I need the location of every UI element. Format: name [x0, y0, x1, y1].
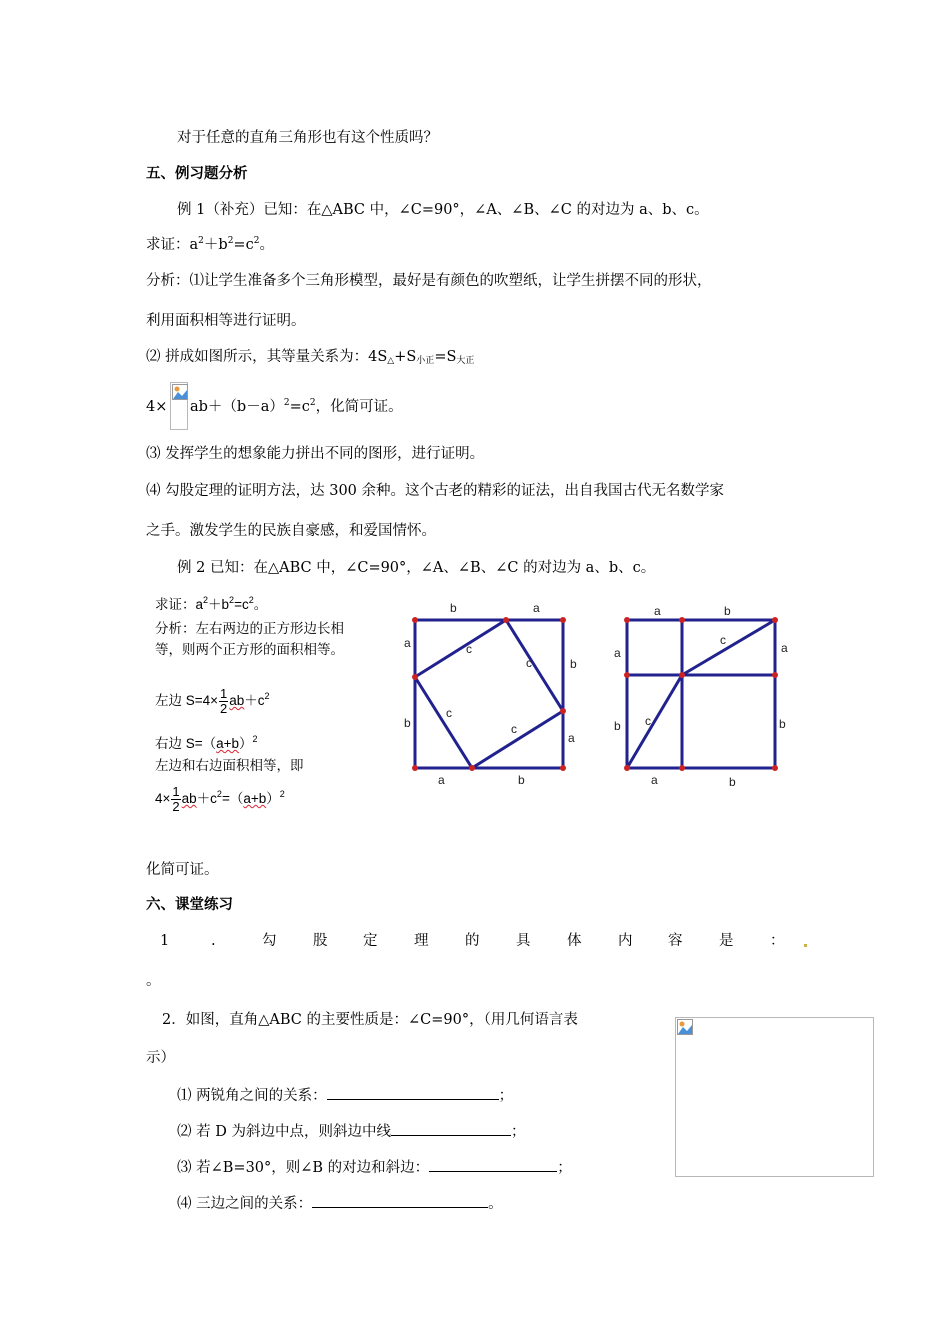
exercise-1-char: 的 — [465, 933, 480, 949]
exercise-1-char: 体 — [567, 933, 582, 949]
label-c: c — [720, 633, 726, 647]
exercise-1-char: 股 — [313, 933, 328, 949]
outer-square — [415, 620, 563, 768]
ex1-analysis-1: 分析：⑴让学生准备多个三角形模型，最好是有颜色的吹塑纸，让学生拼摆不同的形状， — [146, 273, 712, 289]
label-b: b — [614, 719, 621, 733]
exercise-2-line1: 2．如图，直角△ABC 的主要性质是：∠C=90°，（用几何语言表 — [162, 1012, 578, 1028]
label-c: c — [526, 656, 532, 670]
ex2-analysis-line2: 等，则两个正方形的面积相等。 — [155, 642, 344, 657]
label-a: a — [568, 731, 575, 745]
exercise-1-end: 。 — [146, 973, 161, 989]
exercise-2-item-2: ⑵ 若 D 为斜边中点，则斜边中线 ； — [177, 1121, 525, 1142]
section6-heading: 六、课堂练习 — [146, 897, 233, 913]
exercise-1-char: 具 — [516, 933, 531, 949]
ex1-analysis-1b: 利用面积相等进行证明。 — [146, 313, 306, 329]
intro-question: 对于任意的直角三角形也有这个性质吗？ — [177, 130, 438, 146]
exercise-1-char: 勾 — [262, 933, 277, 949]
ex2-analysis-line1: 分析：左右两边的正方形边长相 — [155, 621, 344, 636]
label-a: a — [438, 773, 445, 787]
ex2-conclusion: 化简可证。 — [146, 862, 219, 878]
label-b: b — [724, 604, 731, 618]
answer-blank-1[interactable] — [327, 1085, 499, 1100]
ex2-prove: 求证：$a^2+b^2=c^2$。 — [155, 595, 268, 612]
ex2-left-area: 左边 S=4× $\frac{1}{2}$ $ab+c^2$ — [155, 685, 270, 716]
ex2-equal-text: 左边和右边面积相等，即 — [155, 758, 304, 773]
proof-figure-left — [380, 595, 600, 805]
label-a: a — [651, 773, 658, 787]
label-c: c — [511, 722, 517, 736]
label-b: b — [729, 775, 736, 789]
diagonal-c-lower — [627, 675, 682, 768]
exercise-1-char: . — [211, 933, 216, 949]
broken-image-icon — [172, 384, 188, 400]
label-a: a — [654, 604, 661, 618]
ex1-analysis-4b: 之手。激发学生的民族自豪感，和爱国情怀。 — [146, 523, 436, 539]
section5-heading: 五、例习题分析 — [146, 166, 248, 182]
exercise-1-char: ： — [770, 933, 785, 949]
ex1-analysis-3: ⑶ 发挥学生的想象能力拼出不同的图形，进行证明。 — [146, 446, 485, 462]
fraction-half-2: $\frac{1}{2}$ — [172, 783, 180, 814]
exercise-1-char: 容 — [668, 933, 683, 949]
label-a: a — [533, 601, 540, 615]
exercise-2-item-1: ⑴ 两锐角之间的关系： ； — [177, 1085, 513, 1106]
label-b: b — [779, 717, 786, 731]
exercise-1-char: 定 — [363, 933, 378, 949]
answer-blank-2[interactable] — [391, 1121, 511, 1136]
exercise-2-item-4: ⑷ 三边之间的关系： 。 — [177, 1193, 503, 1214]
exercise-1-char: 是 — [719, 933, 734, 949]
ex1-formula-prefix: 4× — [146, 399, 168, 415]
label-b: b — [570, 657, 577, 671]
diagonal-c-upper — [682, 620, 775, 675]
label-a: a — [404, 636, 411, 650]
ex2-right-area: 右边 $S=(a+b)^2$ — [155, 734, 258, 751]
label-b: b — [404, 716, 411, 730]
proof-figure-right — [600, 595, 810, 805]
label-b: b — [518, 773, 525, 787]
label-b: b — [450, 601, 457, 615]
exercise-2-item-3: ⑶ 若∠B=30°，则∠B 的对边和斜边： ； — [177, 1157, 572, 1178]
stray-mark — [804, 944, 807, 947]
label-c: c — [466, 642, 472, 656]
ex1-given: 例 1（补充）已知：在△ABC 中，∠C=90°，∠A、∠B、∠C 的对边为 a、b、c。 — [177, 202, 709, 218]
fraction-half: $\frac{1}{2}$ — [220, 685, 228, 716]
answer-blank-3[interactable] — [429, 1157, 557, 1172]
label-c: c — [645, 714, 651, 728]
broken-image-fraction — [170, 382, 188, 430]
label-a: a — [781, 641, 788, 655]
ex1-prove: 求证：$a^2+b^2=c^2$。 — [146, 236, 274, 253]
outer-square — [627, 620, 775, 768]
inner-square — [415, 620, 563, 768]
label-c: c — [446, 706, 452, 720]
ex2-given: 例 2 已知：在△ABC 中，∠C=90°，∠A、∠B、∠C 的对边为 a、b、c。 — [177, 560, 656, 576]
ex1-analysis-4: ⑷ 勾股定理的证明方法，达 300 余种。这个古老的精彩的证法，出自我国古代无名数学家 — [146, 483, 724, 499]
exercise-1-char: 1 — [160, 933, 170, 949]
ex1-analysis-2: ⑵ 拼成如图所示，其等量关系为：$4S_\triangle+S_{小正}=S_{大正}$ — [146, 349, 475, 366]
ex2-final-equation: 4× $\frac{1}{2}$ $ab+c^2=(a+b)^2$ — [155, 783, 285, 814]
exercise-1-char: 理 — [414, 933, 429, 949]
ex1-formula-suffix: $ab+(b-a)^2=c^2$，化简可证。 — [190, 398, 403, 415]
label-a: a — [614, 646, 621, 660]
broken-image-triangle-figure — [675, 1017, 874, 1177]
exercise-2-line2: 示） — [146, 1050, 175, 1066]
exercise-1-line — [160, 931, 785, 951]
exercise-1-char: 内 — [618, 933, 633, 949]
answer-blank-4[interactable] — [312, 1193, 488, 1208]
broken-image-icon — [677, 1019, 693, 1035]
